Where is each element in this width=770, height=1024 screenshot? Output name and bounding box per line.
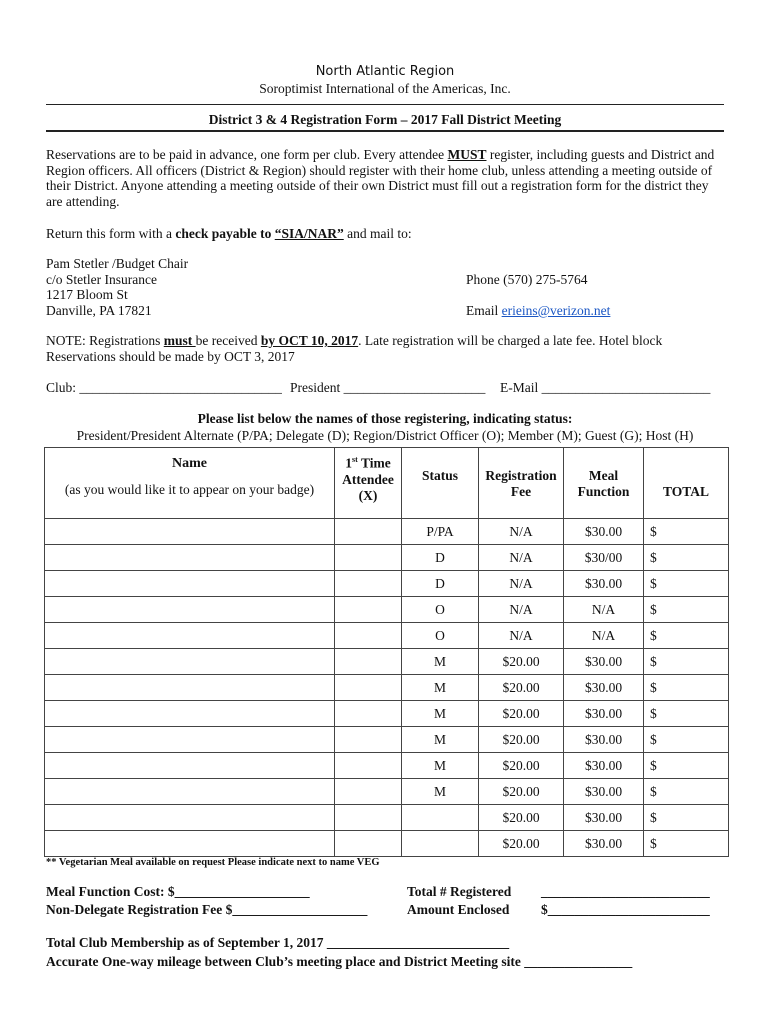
- fee-cell: N/A: [479, 519, 564, 545]
- status-cell: [402, 805, 479, 831]
- first-time-cell[interactable]: [335, 727, 402, 753]
- return-instructions: Return this form with a check payable to “SIA/NAR” and mail to:: [46, 226, 412, 241]
- table-row: [45, 649, 729, 675]
- table-row: [45, 701, 729, 727]
- org-subtitle: Soroptimist International of the Americas, Inc.: [259, 81, 511, 96]
- meal-cell: $30.00: [564, 727, 644, 753]
- name-cell[interactable]: [45, 831, 335, 857]
- email-field[interactable]: E-Mail _________________________: [500, 380, 711, 395]
- fee-cell: $20.00: [479, 727, 564, 753]
- total-cell[interactable]: $: [644, 805, 729, 831]
- status-cell: D: [402, 571, 479, 597]
- total-cell[interactable]: $: [644, 545, 729, 571]
- nondelegate-fee-field[interactable]: Non-Delegate Registration Fee $____________________: [46, 902, 368, 917]
- contact-phone: Phone (570) 275-5764: [466, 272, 588, 287]
- meal-cell: N/A: [564, 597, 644, 623]
- first-time-cell[interactable]: [335, 701, 402, 727]
- status-cell: M: [402, 727, 479, 753]
- total-cell[interactable]: $: [644, 597, 729, 623]
- name-cell[interactable]: [45, 545, 335, 571]
- first-time-cell[interactable]: [335, 519, 402, 545]
- table-row: [45, 805, 729, 831]
- name-cell[interactable]: [45, 571, 335, 597]
- fee-cell: $20.00: [479, 649, 564, 675]
- total-cell[interactable]: $: [644, 779, 729, 805]
- fee-cell: $20.00: [479, 701, 564, 727]
- fee-cell: $20.00: [479, 831, 564, 857]
- first-time-cell[interactable]: [335, 545, 402, 571]
- amount-enclosed-field[interactable]: $________________________: [541, 902, 710, 917]
- intro-paragraph: Reservations are to be paid in advance, one form per club. Every attendee MUST register, including guests and District and Region officers. All officers (District & Region) should register with their home club, unless attending a meeting outside of their District. Anyone attending a meeting outside of their own District must fill out a registration form for the district they are attending.: [46, 147, 715, 209]
- address-line: 1217 Bloom St: [46, 287, 128, 302]
- fee-cell: $20.00: [479, 779, 564, 805]
- status-cell: M: [402, 779, 479, 805]
- deadline-date: by OCT 10, 2017: [260, 333, 359, 348]
- meal-cell: $30.00: [564, 753, 644, 779]
- first-time-cell[interactable]: [335, 571, 402, 597]
- total-cell[interactable]: $: [644, 753, 729, 779]
- must-emphasis: MUST: [447, 147, 487, 162]
- col-total: TOTAL: [644, 448, 729, 519]
- name-cell[interactable]: [45, 727, 335, 753]
- col-status: Status: [402, 448, 479, 519]
- meal-cell: $30.00: [564, 571, 644, 597]
- col-name: Name (as you would like it to appear on your badge): [45, 448, 335, 519]
- name-cell[interactable]: [45, 597, 335, 623]
- col-first-time: 1st Time Attendee (X): [335, 448, 402, 519]
- meal-cell: $30.00: [564, 649, 644, 675]
- meal-cell: $30/00: [564, 545, 644, 571]
- status-key: President/President Alternate (P/PA; Delegate (D); Region/District Officer (O); Member (M); Guest (G); Host (H): [76, 428, 694, 443]
- fee-cell: N/A: [479, 597, 564, 623]
- name-cell[interactable]: [45, 649, 335, 675]
- status-cell: O: [402, 597, 479, 623]
- fee-cell: $20.00: [479, 675, 564, 701]
- table-row: [45, 519, 729, 545]
- name-cell[interactable]: [45, 805, 335, 831]
- deadline-note: NOTE: Registrations must be received by OCT 10, 2017. Late registration will be charged a late fee. Hotel block Reservations should be made by OCT 3, 2017: [46, 333, 663, 364]
- meal-cell: $30.00: [564, 701, 644, 727]
- table-header: [45, 448, 729, 519]
- total-cell[interactable]: $: [644, 623, 729, 649]
- divider: [46, 104, 724, 105]
- table-row: [45, 727, 729, 753]
- first-time-cell[interactable]: [335, 623, 402, 649]
- status-cell: M: [402, 753, 479, 779]
- name-cell[interactable]: [45, 675, 335, 701]
- name-cell[interactable]: [45, 701, 335, 727]
- first-time-cell[interactable]: [335, 649, 402, 675]
- total-cell[interactable]: $: [644, 519, 729, 545]
- first-time-cell[interactable]: [335, 675, 402, 701]
- total-cell[interactable]: $: [644, 675, 729, 701]
- region-title: North Atlantic Region: [315, 64, 455, 79]
- mileage-field[interactable]: Accurate One-way mileage between Club’s meeting place and District Meeting site ________________: [46, 954, 633, 969]
- col-registration-fee: Registration Fee: [479, 448, 564, 519]
- address-line: Danville, PA 17821: [46, 302, 152, 318]
- first-time-cell[interactable]: [335, 753, 402, 779]
- fee-cell: N/A: [479, 623, 564, 649]
- first-time-cell[interactable]: [335, 831, 402, 857]
- table-row: [45, 675, 729, 701]
- club-membership-field[interactable]: Total Club Membership as of September 1, 2017 ___________________________: [46, 935, 510, 950]
- first-time-cell[interactable]: [335, 805, 402, 831]
- email-link[interactable]: erieins@verizon.net: [501, 303, 611, 318]
- meal-cell: $30.00: [564, 805, 644, 831]
- fee-cell: $20.00: [479, 753, 564, 779]
- col-meal-function: Meal Function: [564, 448, 644, 519]
- payee: “SIA/NAR”: [274, 226, 344, 241]
- president-field[interactable]: President _____________________: [290, 380, 486, 395]
- list-instructions: Please list below the names of those registering, indicating status:: [197, 411, 573, 426]
- amount-enclosed-label: Amount Enclosed: [407, 902, 510, 917]
- fee-cell: N/A: [479, 571, 564, 597]
- address-line: c/o Stetler Insurance: [46, 271, 157, 287]
- total-cell[interactable]: $: [644, 571, 729, 597]
- status-cell: M: [402, 701, 479, 727]
- contact-email: Email erieins@verizon.net: [466, 303, 611, 318]
- club-field[interactable]: Club: ______________________________: [46, 380, 282, 395]
- meal-cell: $30.00: [564, 675, 644, 701]
- status-cell: [402, 831, 479, 857]
- meal-cell: $30.00: [564, 779, 644, 805]
- first-time-cell[interactable]: [335, 779, 402, 805]
- meal-cell: $30.00: [564, 831, 644, 857]
- fee-cell: N/A: [479, 545, 564, 571]
- name-cell[interactable]: [45, 753, 335, 779]
- status-cell: M: [402, 675, 479, 701]
- fee-cell: $20.00: [479, 805, 564, 831]
- mailing-address: [46, 256, 188, 318]
- name-cell[interactable]: [45, 519, 335, 545]
- table-row: [45, 597, 729, 623]
- total-cell[interactable]: $: [644, 727, 729, 753]
- meal-cost-field[interactable]: Meal Function Cost: $____________________: [46, 884, 310, 899]
- form-title: District 3 & 4 Registration Form – 2017 Fall District Meeting: [208, 112, 562, 127]
- address-line: Pam Stetler /Budget Chair: [46, 256, 189, 271]
- table-row: [45, 831, 729, 857]
- status-cell: D: [402, 545, 479, 571]
- table-row: [45, 571, 729, 597]
- name-cell[interactable]: [45, 623, 335, 649]
- registration-table: [44, 447, 729, 857]
- total-cell[interactable]: $: [644, 701, 729, 727]
- total-registered-label: Total # Registered: [407, 884, 512, 899]
- meal-cell: N/A: [564, 623, 644, 649]
- vegetarian-note: ** Vegetarian Meal available on request Please indicate next to name VEG: [46, 857, 380, 868]
- divider: [46, 130, 724, 132]
- total-cell[interactable]: $: [644, 831, 729, 857]
- status-cell: M: [402, 649, 479, 675]
- name-cell[interactable]: [45, 779, 335, 805]
- status-cell: O: [402, 623, 479, 649]
- table-row: [45, 545, 729, 571]
- status-cell: P/PA: [402, 519, 479, 545]
- total-cell[interactable]: $: [644, 649, 729, 675]
- table-row: [45, 779, 729, 805]
- total-registered-field[interactable]: _________________________: [541, 884, 710, 899]
- first-time-cell[interactable]: [335, 597, 402, 623]
- table-row: [45, 753, 729, 779]
- meal-cell: $30.00: [564, 519, 644, 545]
- table-row: [45, 623, 729, 649]
